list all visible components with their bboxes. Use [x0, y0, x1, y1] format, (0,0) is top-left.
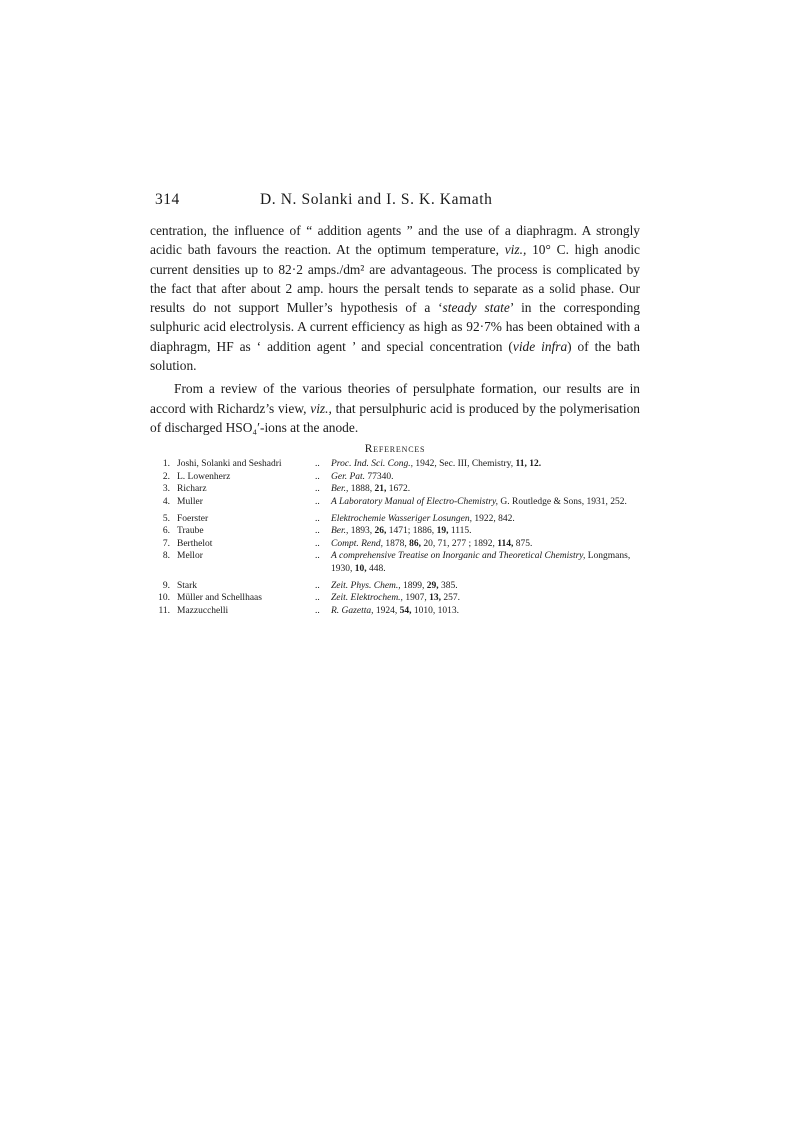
reference-journal: Zeit. Phys. Chem.,: [331, 580, 401, 591]
reference-journal: Ber.,: [331, 484, 349, 495]
reference-details: 1942, Sec. III, Chemistry,: [415, 459, 514, 470]
reference-journal: Elektrochemie Wasseriger Losungen,: [331, 513, 472, 524]
running-head: D. N. Solanki and I. S. K. Kamath: [260, 191, 493, 208]
reference-item: [150, 458, 640, 471]
reference-volume-2: 19,: [436, 526, 449, 537]
reference-journal: Zeit. Elektrochem.,: [331, 593, 403, 604]
reference-author: Mellor: [177, 551, 203, 562]
reference-details: Longmans, 1930,: [331, 551, 631, 575]
reference-pages: 1471; 1886,: [388, 526, 435, 537]
reference-source: [331, 592, 640, 605]
reference-pages-2: 875.: [515, 538, 533, 549]
paragraph-1-part-2: 10° C. high anodic current densities up to 82·2 amps./dm² are advantageous. The process is complicated by the fact that after about 2 amp. hours the persalt tends to separate as a solid phase. Our results do not support Muller’s hypothesis of a ‘: [150, 242, 640, 316]
reference-source: [331, 471, 640, 484]
reference-pages: 1010, 1013.: [413, 605, 459, 616]
reference-leader: ..: [315, 551, 320, 562]
reference-number: 6.: [162, 526, 170, 537]
reference-journal: Ger. Pat.: [331, 471, 366, 482]
reference-item: [150, 605, 640, 618]
reference-volume: 29,: [426, 580, 439, 591]
steady-state-italic: steady state: [442, 300, 510, 316]
paragraph-1: [150, 221, 640, 375]
reference-source: [331, 496, 640, 509]
reference-item: [150, 496, 640, 509]
reference-author: Muller: [177, 497, 203, 508]
reference-number: 3.: [162, 484, 170, 495]
reference-source: [331, 525, 640, 538]
viz-italic: viz.,: [504, 242, 527, 258]
reference-pages-2: 1115.: [450, 526, 472, 537]
reference-item: [150, 471, 640, 484]
reference-source: [331, 538, 640, 551]
reference-volume: 11, 12.: [515, 459, 542, 470]
reference-leader: ..: [315, 513, 320, 524]
page-header: [150, 191, 640, 213]
reference-leader: ..: [315, 459, 320, 470]
reference-author: Mazzucchelli: [177, 605, 229, 616]
reference-source: [331, 483, 640, 496]
references-heading: References: [364, 443, 426, 456]
reference-leader: ..: [315, 580, 320, 591]
reference-volume-2: 114,: [497, 538, 514, 549]
body-text: [150, 221, 640, 437]
paragraph-2-part-2: that persulphuric acid is produced by the polymerisation of discharged HSO₄′-ions at the anode.: [150, 400, 640, 435]
reference-item: [150, 538, 640, 551]
reference-journal: Ber.,: [331, 526, 349, 537]
reference-journal: A Laboratory Manual of Electro-Chemistry,: [331, 497, 499, 508]
reference-number: 1.: [162, 459, 170, 470]
reference-number: 5.: [162, 513, 170, 524]
reference-leader: ..: [315, 605, 320, 616]
reference-leader: ..: [315, 526, 320, 537]
reference-author: Foerster: [177, 513, 209, 524]
reference-author: Stark: [177, 580, 198, 591]
paragraph-2-part-1: From a review of the various theories of persulphate formation, our results are in accord with Richardz’s view,: [150, 381, 640, 416]
reference-details: G. Routledge & Sons, 1931, 252.: [500, 497, 627, 508]
reference-pages: 385.: [441, 580, 458, 591]
reference-number: 10.: [158, 593, 170, 604]
reference-pages: 1672.: [388, 484, 411, 495]
reference-number: 4.: [162, 497, 170, 508]
page: [150, 191, 640, 617]
reference-details: 1907,: [405, 593, 427, 604]
reference-leader: ..: [315, 471, 320, 482]
reference-source: [331, 580, 640, 593]
reference-source: [331, 605, 640, 618]
reference-volume: 26,: [374, 526, 387, 537]
reference-journal: Compt. Rend,: [331, 538, 383, 549]
reference-details: 77340.: [367, 471, 394, 482]
reference-item: [150, 592, 640, 605]
reference-journal: Proc. Ind. Sci. Cong.,: [331, 459, 413, 470]
reference-pages: 257.: [443, 593, 460, 604]
reference-details: 1924,: [375, 605, 398, 616]
reference-journal: R. Gazetta,: [331, 605, 374, 616]
reference-item: [150, 513, 640, 526]
reference-source: [331, 550, 640, 575]
reference-details: 1878,: [385, 538, 407, 549]
reference-volume: 54,: [399, 605, 412, 616]
reference-number: 9.: [162, 580, 170, 591]
reference-journal: A comprehensive Treatise on Inorganic and Theoretical Chemistry,: [331, 551, 586, 562]
reference-author: Traube: [177, 526, 204, 537]
reference-source: [331, 513, 640, 526]
paragraph-1-part-3: ’ in the corresponding sulphuric acid electrolysis. A current efficiency as high as 92·7% has been obtained with a diaphragm, HF as ‘ addition agent ’ and special concentration (: [150, 300, 640, 354]
reference-leader: ..: [315, 538, 320, 549]
vide-infra-italic: vide infra: [512, 338, 568, 354]
reference-author: Berthelot: [177, 538, 213, 549]
reference-details: 1888,: [350, 484, 373, 495]
reference-pages: 20, 71, 277 ; 1892,: [423, 538, 495, 549]
reference-item: [150, 483, 640, 496]
reference-author: Richarz: [177, 484, 207, 495]
reference-volume: 13,: [429, 593, 441, 604]
page-number: 314: [155, 191, 180, 208]
reference-author: Müller and Schellhaas: [177, 593, 262, 604]
reference-number: 7.: [162, 538, 170, 549]
reference-item: [150, 525, 640, 538]
reference-author: L. Lowenherz: [177, 471, 231, 482]
reference-number: 8.: [162, 551, 170, 562]
references-list: [150, 458, 640, 617]
reference-author: Joshi, Solanki and Seshadri: [177, 459, 282, 470]
reference-number: 11.: [158, 605, 170, 616]
reference-details: 1922, 842.: [474, 513, 515, 524]
reference-details: 1899,: [403, 580, 425, 591]
reference-volume: 86,: [409, 538, 421, 549]
reference-details: 1893,: [350, 526, 373, 537]
reference-leader: ..: [315, 497, 320, 508]
reference-volume: 21,: [374, 484, 387, 495]
reference-volume: 10,: [354, 564, 367, 575]
paragraph-2: [150, 379, 640, 437]
reference-item: [150, 550, 640, 575]
paragraph-1-part-4: ) of the bath solution.: [150, 338, 640, 374]
reference-leader: ..: [315, 484, 320, 495]
reference-pages: 448.: [369, 564, 386, 575]
reference-leader: ..: [315, 593, 320, 604]
reference-number: 2.: [162, 471, 170, 482]
reference-source: [331, 458, 640, 471]
reference-item: [150, 580, 640, 593]
paragraph-1-part-1: centration, the influence of “ addition agents ” and the use of a diaphragm. A strongly acidic bath favours the reaction. At the optimum temperature,: [150, 223, 640, 258]
viz-italic: viz.,: [310, 400, 332, 416]
